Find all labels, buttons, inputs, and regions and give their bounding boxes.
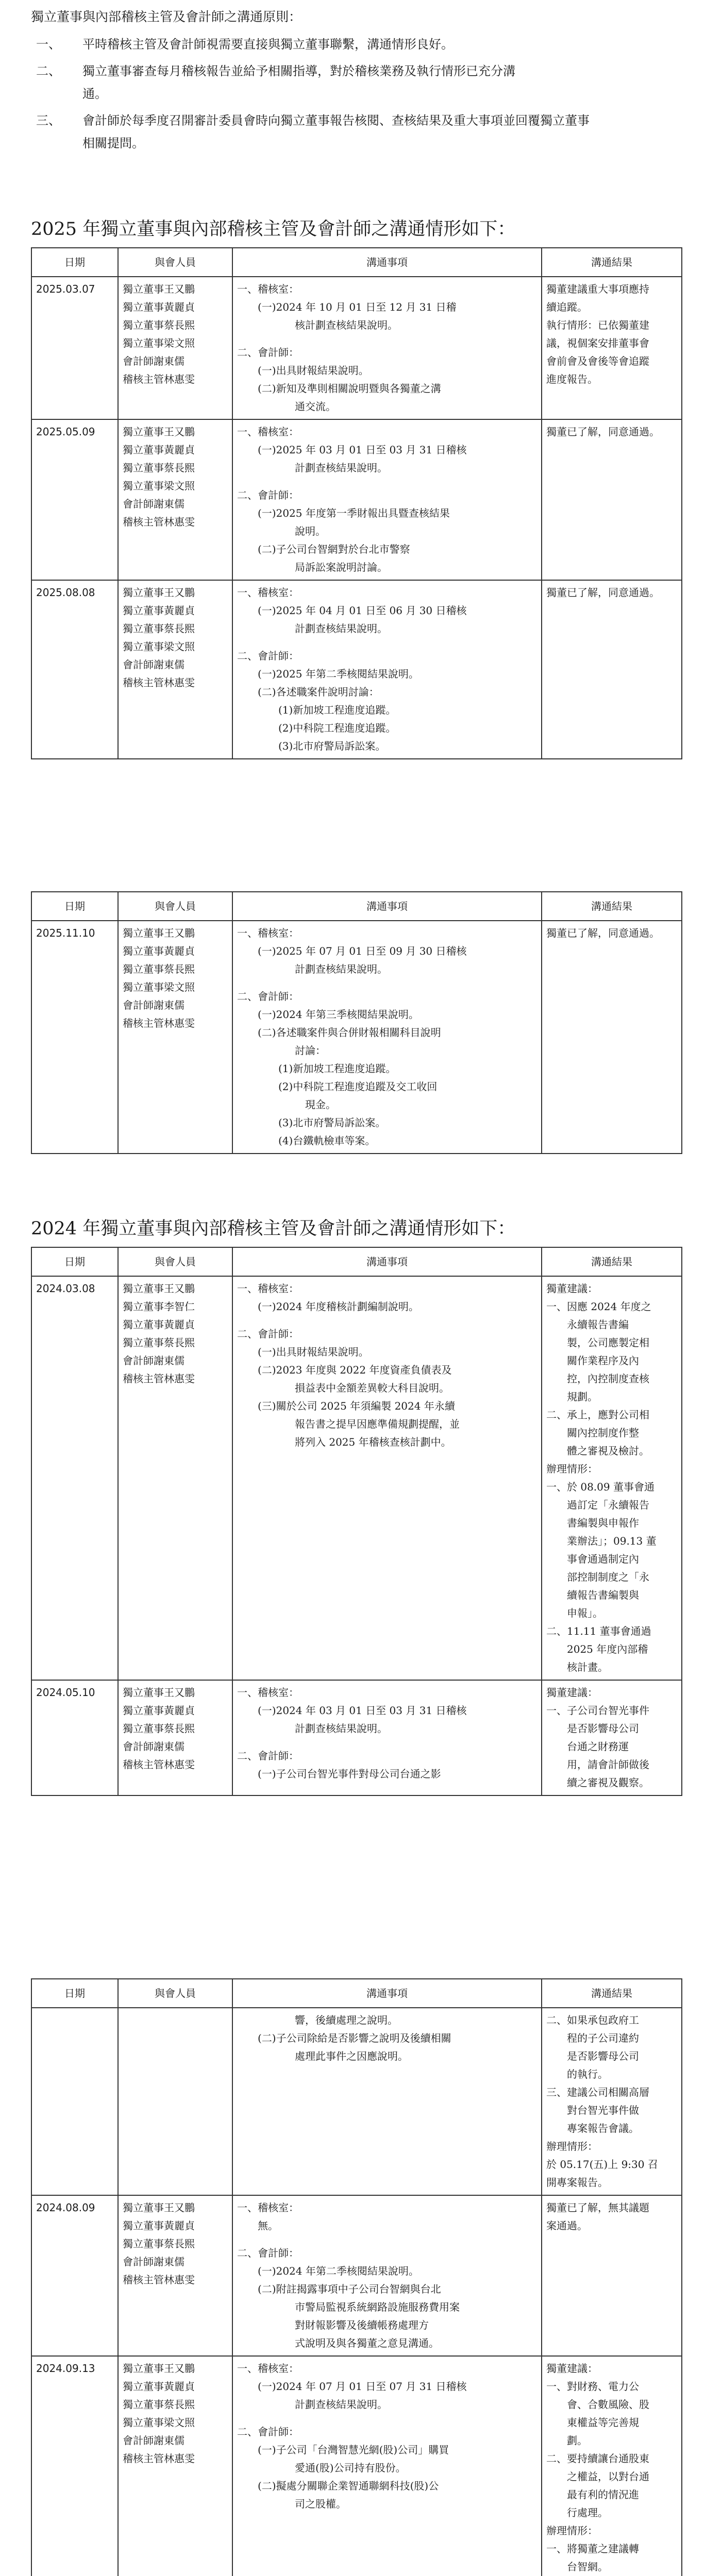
attendee: 獨立董事李智仁 <box>123 1300 195 1313</box>
result-cell <box>542 921 682 1154</box>
principle-line: 獨立董事審查每月稽核報告並給予相關指導，對於稽核業務及執行情形已充分溝 <box>82 64 515 78</box>
attendee: 獨立董事梁文照 <box>123 480 195 492</box>
header-result: 溝通結果 <box>542 1979 682 2008</box>
table-header-row <box>31 1979 682 2008</box>
header-items: 溝通事項 <box>232 248 542 277</box>
result-line: 辦理情形： <box>546 2524 598 2537</box>
item-line: 計劃查核結果說明。 <box>295 462 388 474</box>
result-line: 辦理情形： <box>546 2140 598 2153</box>
result-line: 事會通過制定內 <box>546 1553 639 1565</box>
attendee: 獨立董事梁文照 <box>123 981 195 993</box>
result-line: 一、將獨董之建議轉 <box>546 2543 639 2555</box>
attendee: 獨立董事王又鵬 <box>123 927 195 939</box>
header-result: 溝通結果 <box>542 248 682 277</box>
result-line: 續之審視及觀察。 <box>546 1776 649 1789</box>
items-cell <box>232 2008 542 2195</box>
item-line: (一)子公司台智光事件對母公司台通之影 <box>258 1768 441 1780</box>
item-line: (4)台鐵軌檢車等案。 <box>278 1134 376 1147</box>
item-line: 報告書之提早因應準備規劃提醒，並 <box>295 1418 460 1430</box>
attendee: 稽核主管林惠雯 <box>123 516 195 528</box>
result-line: 業辦法」；09.13 董 <box>546 1535 657 1547</box>
attendee: 獨立董事梁文照 <box>123 2416 195 2429</box>
item-line: (一)2024 年第二季核閱結果說明。 <box>258 2265 419 2277</box>
item-line: 二、會計師： <box>237 489 299 501</box>
item-line: (1)新加坡工程進度追蹤。 <box>278 704 396 716</box>
attendee: 獨立董事蔡長熙 <box>123 462 195 474</box>
attendees-cell <box>118 277 232 419</box>
item-line: 計劃查核結果說明。 <box>295 963 388 975</box>
table-row <box>31 580 682 759</box>
item-line: 通交流。 <box>295 400 336 413</box>
result-line: 核計畫。 <box>546 1661 608 1673</box>
item-line: 核計劃查核結果說明。 <box>295 319 398 331</box>
attendee: 會計師謝東儒 <box>123 658 184 671</box>
header-items: 溝通事項 <box>232 1979 542 2008</box>
items-cell <box>232 580 542 759</box>
header-date: 日期 <box>31 892 118 921</box>
attendee: 會計師謝東儒 <box>123 1354 184 1367</box>
result-line: 過訂定「永續報告 <box>546 1499 649 1511</box>
result-line: 獨董建議： <box>546 1282 598 1295</box>
section-2025-title: 2025 年獨立董事與內部稽核主管及會計師之溝通情形如下： <box>31 219 516 240</box>
result-line: 獨董建議： <box>546 2362 598 2375</box>
header-date: 日期 <box>31 248 118 277</box>
attendee: 稽核主管林惠雯 <box>123 373 195 385</box>
result-cell <box>542 1276 682 1680</box>
item-line: 將列入 2025 年稽核查核計劃中。 <box>295 1436 451 1448</box>
table-row <box>31 2008 682 2195</box>
item-line: 一、稽核室： <box>237 2362 299 2375</box>
result-line: 於 05.17(五)上 9:30 召 <box>546 2158 658 2171</box>
header-items: 溝通事項 <box>232 1247 542 1276</box>
result-line: 專案報告會議。 <box>546 2122 639 2134</box>
attendee: 獨立董事王又鵬 <box>123 2362 195 2375</box>
attendees-cell <box>118 1276 232 1680</box>
item-line: 二、會計師： <box>237 990 299 1003</box>
attendee: 獨立董事王又鵬 <box>123 2201 195 2214</box>
item-line: (3)北市府警局訴訟案。 <box>278 1116 386 1129</box>
item-line: 響，後續處理之說明。 <box>295 2014 398 2026</box>
items-cell <box>232 1680 542 1795</box>
result-line: 體之審視及檢討。 <box>546 1445 649 1457</box>
result-line: 的執行。 <box>546 2068 608 2080</box>
item-line: 處理此事件之因應說明。 <box>295 2050 408 2062</box>
item-line: 一、稽核室： <box>237 1686 299 1699</box>
meeting-date: 2024.03.08 <box>31 1276 118 1680</box>
result-line: 二、要持續讓台通股東 <box>546 2452 649 2465</box>
attendee: 稽核主管林惠雯 <box>123 2452 195 2465</box>
result-line: 續報告書編製與 <box>546 1589 639 1601</box>
items-cell <box>232 277 542 419</box>
result-cell <box>542 2008 682 2195</box>
result-cell <box>542 2195 682 2356</box>
item-line <box>237 978 537 988</box>
item-line <box>237 334 537 344</box>
item-line: (二)擬處分關聯企業智通聯網科技(股)公 <box>258 2480 439 2492</box>
meeting-date: 2024.09.13 <box>31 2356 118 2576</box>
result-line: 規劃。 <box>546 1391 598 1403</box>
result-line: 台通之財務運 <box>546 1740 629 1753</box>
attendee: 稽核主管林惠雯 <box>123 676 195 689</box>
table-row <box>31 419 682 580</box>
result-line: 二、承上，應對公司相 <box>546 1409 649 1421</box>
header-result: 溝通結果 <box>542 1247 682 1276</box>
item-line: 局訴訟案說明討論。 <box>295 561 388 573</box>
item-line <box>237 2235 537 2244</box>
item-line: 討論： <box>295 1044 326 1057</box>
attendee: 獨立董事蔡長熙 <box>123 963 195 975</box>
result-line: 書編製與申報作 <box>546 1517 639 1529</box>
item-line: 一、稽核室： <box>237 426 299 438</box>
item-line: (一)2024 年 07 月 01 日至 07 月 31 日稽核 <box>258 2380 467 2393</box>
result-line: 是否影響母公司 <box>546 2050 639 2062</box>
item-line: (三)關於公司 2025 年須編製 2024 年永續 <box>258 1400 455 1412</box>
item-line <box>237 477 537 486</box>
meeting-date <box>31 2008 118 2195</box>
result-line: 會前會及會後等會追蹤 <box>546 355 649 367</box>
result-line: 議，視個案安排董事會 <box>546 337 649 349</box>
attendee: 獨立董事黃麗貞 <box>123 2219 195 2232</box>
principle-line: 通。 <box>82 87 107 101</box>
attendee: 獨立董事蔡長熙 <box>123 1722 195 1735</box>
item-line <box>237 1316 537 1325</box>
principles-list <box>31 33 685 155</box>
result-line: 三、建議公司相關高層 <box>546 2086 649 2098</box>
table-header-row <box>31 248 682 277</box>
items-cell <box>232 419 542 580</box>
attendees-cell <box>118 419 232 580</box>
result-line: 一、於 08.09 董事會通 <box>546 1481 654 1493</box>
result-line: 部控制制度之「永 <box>546 1571 649 1583</box>
attendees-cell <box>118 921 232 1154</box>
item-line: 二、會計師： <box>237 1750 299 1762</box>
item-line: (3)北市府警局訴訟案。 <box>278 740 386 752</box>
item-line: 一、稽核室： <box>237 1282 299 1295</box>
attendee: 會計師謝東儒 <box>123 2434 184 2447</box>
attendee: 獨立董事黃麗貞 <box>123 604 195 617</box>
result-line: 最有利的情況進 <box>546 2488 639 2501</box>
result-line: 獨董已了解，無其議題 <box>546 2201 649 2214</box>
item-line: 市警局監視系統網路設施服務費用案 <box>295 2301 460 2313</box>
result-line: 案通過。 <box>546 2219 588 2232</box>
attendee: 會計師謝東儒 <box>123 1740 184 1753</box>
principle-text <box>82 33 685 56</box>
item-line: (二)各述職案件與合併財報相關科目說明 <box>258 1026 441 1039</box>
result-line: 2025 年度內部稽 <box>546 1643 648 1655</box>
item-line: (二)附註揭露事項中子公司台智網與台北 <box>258 2283 441 2295</box>
table-row <box>31 2195 682 2356</box>
result-cell <box>542 277 682 419</box>
result-line: 續追蹤。 <box>546 301 588 313</box>
result-line: 之權益，以對台通 <box>546 2470 649 2483</box>
item-line: (一)子公司「台灣智慧光網(股)公司」購買 <box>258 2444 449 2456</box>
table-header-row <box>31 892 682 921</box>
item-line: 一、稽核室： <box>237 586 299 599</box>
result-line: 執行情形：已依獨董建 <box>546 319 649 331</box>
header-items: 溝通事項 <box>232 892 542 921</box>
item-line: (一)2025 年 07 月 01 日至 09 月 30 日稽核 <box>258 945 467 957</box>
meeting-date: 2024.08.09 <box>31 2195 118 2356</box>
item-line: 二、會計師： <box>237 650 299 662</box>
item-line: (一)2025 年 04 月 01 日至 06 月 30 日稽核 <box>258 604 467 617</box>
table-2025-part2 <box>31 891 682 1154</box>
item-line: 說明。 <box>295 525 326 537</box>
result-line: 一、因應 2024 年度之 <box>546 1300 651 1313</box>
attendees-cell <box>118 2195 232 2356</box>
attendee: 會計師謝東儒 <box>123 355 184 367</box>
principle-item <box>31 33 685 56</box>
item-line: 二、會計師： <box>237 346 299 359</box>
attendee: 會計師謝東儒 <box>123 498 184 510</box>
meeting-date: 2024.05.10 <box>31 1680 118 1795</box>
result-line: 關作業程序及內 <box>546 1354 639 1367</box>
section-2024-title: 2024 年獨立董事與內部稽核主管及會計師之溝通情形如下： <box>31 1218 516 1239</box>
attendee: 獨立董事梁文照 <box>123 640 195 653</box>
item-line: 計劃查核結果說明。 <box>295 622 388 635</box>
attendees-cell <box>118 580 232 759</box>
items-cell <box>232 2195 542 2356</box>
item-line: 對財報影響及後續帳務處理方 <box>295 2319 429 2331</box>
table-header-row <box>31 1247 682 1276</box>
attendee: 獨立董事蔡長熙 <box>123 2238 195 2250</box>
item-line: (2)中科院工程進度追蹤。 <box>278 722 396 734</box>
communication-principles <box>31 5 685 155</box>
attendee: 獨立董事黃麗貞 <box>123 1704 195 1717</box>
result-line: 行處理。 <box>546 2506 608 2519</box>
item-line: 計劃查核結果說明。 <box>295 1722 388 1735</box>
attendee: 獨立董事梁文照 <box>123 337 195 349</box>
result-line: 關內控制度作整 <box>546 1427 639 1439</box>
items-cell <box>232 921 542 1154</box>
result-line: 一、對財務、電力公 <box>546 2380 639 2393</box>
principle-number: 三、 <box>36 113 61 128</box>
item-line: (2)中科院工程進度追蹤及交工收回 <box>278 1080 438 1093</box>
principle-line: 平時稽核主管及會計師視需要直接與獨立董事聯繫，溝通情形良好。 <box>82 37 454 52</box>
item-line: 二、會計師： <box>237 1328 299 1340</box>
item-line: (一)出具財報結果說明。 <box>258 364 369 377</box>
result-cell <box>542 580 682 759</box>
result-line: 劃。 <box>546 2434 588 2447</box>
meeting-date: 2025.08.08 <box>31 580 118 759</box>
attendee: 獨立董事蔡長熙 <box>123 319 195 331</box>
result-cell <box>542 1680 682 1795</box>
item-line: (二)2023 年度與 2022 年度資產負債表及 <box>258 1364 452 1376</box>
result-line: 台智網。 <box>546 2561 608 2573</box>
table-row <box>31 921 682 1154</box>
result-line: 程的子公司違約 <box>546 2032 639 2044</box>
header-attendees: 與會人員 <box>118 248 232 277</box>
result-line: 獨董建議： <box>546 1686 598 1699</box>
result-line: 獨董已了解，同意通過。 <box>546 586 660 599</box>
attendee: 獨立董事王又鵬 <box>123 586 195 599</box>
result-line: 辦理情形： <box>546 1463 598 1475</box>
result-line: 控，內控制度查核 <box>546 1372 649 1385</box>
attendees-cell <box>118 2008 232 2195</box>
table-row <box>31 277 682 419</box>
item-line: 無。 <box>258 2219 278 2232</box>
item-line <box>237 1738 537 1747</box>
result-line: 開專案報告。 <box>546 2176 608 2189</box>
item-line: (1)新加坡工程進度追蹤。 <box>278 1062 396 1075</box>
header-date: 日期 <box>31 1979 118 2008</box>
principle-text <box>82 109 685 155</box>
item-line: (一)2025 年第二季核閱結果說明。 <box>258 668 419 680</box>
attendee: 獨立董事黃麗貞 <box>123 301 195 313</box>
item-line: 一、稽核室： <box>237 2201 299 2214</box>
attendee: 稽核主管林惠雯 <box>123 1758 195 1771</box>
result-line: 會、合數風險、股 <box>546 2398 649 2411</box>
result-line: 一、子公司台智光事件 <box>546 1704 649 1717</box>
header-attendees: 與會人員 <box>118 1979 232 2008</box>
item-line: (二)子公司除給是否影響之說明及後續相關 <box>258 2032 451 2044</box>
result-line: 東權益等完善規 <box>546 2416 639 2429</box>
item-line: 司之股權。 <box>295 2498 346 2510</box>
principle-text <box>82 60 685 105</box>
meeting-date: 2025.03.07 <box>31 277 118 419</box>
attendee: 獨立董事王又鵬 <box>123 426 195 438</box>
item-line <box>237 2414 537 2423</box>
item-line: (一)出具財報結果說明。 <box>258 1346 369 1358</box>
result-cell <box>542 419 682 580</box>
table-row <box>31 2356 682 2576</box>
result-line: 是否影響母公司 <box>546 1722 639 1735</box>
result-line: 進度報告。 <box>546 373 598 385</box>
table-2025-part1 <box>31 247 682 759</box>
principle-line: 會計師於每季度召開審計委員會時向獨立董事報告核閱、查核結果及重大事項並回覆獨立董事 <box>82 113 590 128</box>
header-date: 日期 <box>31 1247 118 1276</box>
item-line: (一)2024 年度稽核計劃編制說明。 <box>258 1300 419 1313</box>
result-line: 用，請會計師做後 <box>546 1758 649 1771</box>
principle-item <box>31 109 685 155</box>
item-line: (一)2025 年 03 月 01 日至 03 月 31 日稽核 <box>258 444 467 456</box>
attendee: 稽核主管林惠雯 <box>123 1017 195 1029</box>
attendee: 會計師謝東儒 <box>123 2256 184 2268</box>
principle-item <box>31 60 685 105</box>
principle-number: 二、 <box>36 64 61 78</box>
attendee: 獨立董事黃麗貞 <box>123 444 195 456</box>
item-line: 二、會計師： <box>237 2247 299 2259</box>
attendees-cell <box>118 2356 232 2576</box>
item-line: 一、稽核室： <box>237 927 299 939</box>
item-line: 現金。 <box>305 1098 336 1111</box>
attendee: 獨立董事王又鵬 <box>123 283 195 295</box>
item-line: (一)2024 年 10 月 01 日至 12 月 31 日稽 <box>258 301 457 313</box>
item-line: 式說明及與各獨董之意見溝通。 <box>295 2337 439 2349</box>
item-line: (二)各述職案件說明討論： <box>258 686 379 698</box>
header-attendees: 與會人員 <box>118 1247 232 1276</box>
result-line: 獨董已了解，同意通過。 <box>546 927 660 939</box>
attendee: 獨立董事黃麗貞 <box>123 2380 195 2393</box>
attendee: 獨立董事蔡長熙 <box>123 1336 195 1349</box>
table-2024-part2 <box>31 1978 682 2576</box>
header-result: 溝通結果 <box>542 892 682 921</box>
table-row <box>31 1276 682 1680</box>
principle-line: 相關提問。 <box>82 136 144 150</box>
item-line: 愛通(股)公司持有股份。 <box>295 2462 406 2474</box>
item-line: 二、會計師： <box>237 2426 299 2438</box>
item-line: (二)新知及準則相關說明暨與各獨董之溝 <box>258 382 441 395</box>
attendee: 獨立董事王又鵬 <box>123 1686 195 1699</box>
item-line <box>237 638 537 647</box>
principle-number: 一、 <box>36 37 61 52</box>
attendee: 稽核主管林惠雯 <box>123 2274 195 2286</box>
item-line: 損益表中金額差異較大科目說明。 <box>295 1382 449 1394</box>
items-cell <box>232 2356 542 2576</box>
meeting-date: 2025.05.09 <box>31 419 118 580</box>
attendees-cell <box>118 1680 232 1795</box>
result-line: 獨董已了解，同意通過。 <box>546 426 660 438</box>
item-line: 一、稽核室： <box>237 283 299 295</box>
attendee: 獨立董事蔡長熙 <box>123 2398 195 2411</box>
item-line: 計劃查核結果說明。 <box>295 2398 388 2411</box>
items-cell <box>232 1276 542 1680</box>
result-line: 二、如果承包政府工 <box>546 2014 639 2026</box>
attendee: 獨立董事黃麗貞 <box>123 1318 195 1331</box>
attendee: 獨立董事蔡長熙 <box>123 622 195 635</box>
item-line: (一)2025 年度第一季財報出具暨查核結果 <box>258 507 450 519</box>
meeting-date: 2025.11.10 <box>31 921 118 1154</box>
attendee: 獨立董事王又鵬 <box>123 1282 195 1295</box>
table-2024-part1 <box>31 1247 682 1796</box>
result-line: 對台智光事件做 <box>546 2104 639 2116</box>
table-row <box>31 1680 682 1795</box>
attendee: 會計師謝東儒 <box>123 999 184 1011</box>
result-line: 製，公司應製定相 <box>546 1336 649 1349</box>
item-line: (一)2024 年第三季核閱結果說明。 <box>258 1008 419 1021</box>
item-line: (二)子公司台智網對於台北市警察 <box>258 543 410 555</box>
result-line: 申報」。 <box>546 1607 603 1619</box>
result-line: 二、11.11 董事會通過 <box>546 1625 651 1637</box>
result-line: 獨董建議重大事項應持 <box>546 283 649 295</box>
attendee: 稽核主管林惠雯 <box>123 1372 195 1385</box>
header-attendees: 與會人員 <box>118 892 232 921</box>
attendee: 獨立董事黃麗貞 <box>123 945 195 957</box>
result-line: 永續報告書編 <box>546 1318 629 1331</box>
item-line: (一)2024 年 03 月 01 日至 03 月 31 日稽核 <box>258 1704 467 1717</box>
principles-title: 獨立董事與內部稽核主管及會計師之溝通原則： <box>31 9 302 24</box>
result-cell <box>542 2356 682 2576</box>
